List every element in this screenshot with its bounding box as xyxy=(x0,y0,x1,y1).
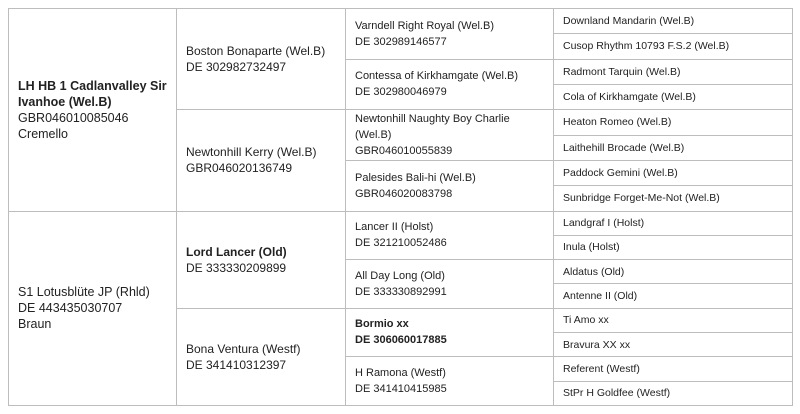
horse-name: Bormio xx xyxy=(355,318,409,331)
registration-number: DE 443435030707 xyxy=(18,301,123,316)
registration-number: DE 302989146577 xyxy=(355,35,447,48)
horse-name: Lancer II (Holst) xyxy=(355,221,434,234)
ancestor-cell: Paddock Gemini (Wel.B) xyxy=(554,160,793,185)
ancestor-cell: StPr H Goldfee (Westf) xyxy=(554,381,793,405)
registration-number: GBR046020083798 xyxy=(355,187,453,200)
registration-number: GBR046020136749 xyxy=(186,161,293,176)
ancestor-cell: Ti Amo xx xyxy=(554,308,793,332)
horse-name: H Ramona (Westf) xyxy=(355,367,446,380)
ancestor-cell: Laithehill Brocade (Wel.B) xyxy=(554,135,793,160)
maternal-granddam-cell xyxy=(177,308,346,405)
registration-number: DE 321210052486 xyxy=(355,237,447,250)
pedigree-table xyxy=(8,8,793,406)
registration-number: DE 302982732497 xyxy=(186,60,287,75)
ancestor-cell: Inula (Holst) xyxy=(554,235,793,259)
ancestor-cell: Cusop Rhythm 10793 F.S.2 (Wel.B) xyxy=(554,34,793,59)
horse-name: S1 Lotusblüte JP (Rhld) xyxy=(18,285,150,300)
registration-number: DE 306060017885 xyxy=(355,334,447,347)
ancestor-cell xyxy=(346,160,554,211)
registration-number: GBR046010055839 xyxy=(355,145,453,158)
paternal-granddam-cell xyxy=(177,110,346,211)
registration-number: DE 302980046979 xyxy=(355,86,447,99)
horse-name: All Day Long (Old) xyxy=(355,269,445,282)
ancestor-cell: Cola of Kirkhamgate (Wel.B) xyxy=(554,84,793,109)
coat-color: Cremello xyxy=(18,126,69,141)
paternal-grandsire-cell xyxy=(177,9,346,110)
ancestor-cell xyxy=(346,357,554,406)
ancestor-cell xyxy=(346,59,554,110)
ancestor-cell: Landgraf I (Holst) xyxy=(554,211,793,235)
ancestor-cell: Bravura XX xx xyxy=(554,332,793,356)
ancestor-cell: Antenne II (Old) xyxy=(554,284,793,308)
coat-color: Braun xyxy=(18,317,52,332)
horse-name: Newtonhill Naughty Boy Charlie (Wel.B) xyxy=(355,113,510,142)
ancestor-cell xyxy=(346,110,554,161)
maternal-grandsire-cell xyxy=(177,211,346,308)
registration-number: DE 341410312397 xyxy=(186,357,287,372)
horse-name: LH HB 1 Cadlanvalley Sir Ivanhoe (Wel.B) xyxy=(18,78,167,109)
horse-name: Lord Lancer (Old) xyxy=(186,244,287,259)
horse-name: Newtonhill Kerry (Wel.B) xyxy=(186,145,317,160)
registration-number: GBR046010085046 xyxy=(18,110,129,125)
horse-name: Varndell Right Royal (Wel.B) xyxy=(355,19,494,32)
ancestor-cell: Sunbridge Forget-Me-Not (Wel.B) xyxy=(554,186,793,211)
ancestor-cell xyxy=(346,260,554,309)
ancestor-cell xyxy=(346,308,554,357)
ancestor-cell: Radmont Tarquin (Wel.B) xyxy=(554,59,793,84)
registration-number: DE 333330892991 xyxy=(355,285,447,298)
registration-number: DE 333330209899 xyxy=(186,260,287,275)
horse-name: Boston Bonaparte (Wel.B) xyxy=(186,44,326,59)
horse-name: Palesides Bali-hi (Wel.B) xyxy=(355,171,476,184)
ancestor-cell: Heaton Romeo (Wel.B) xyxy=(554,110,793,135)
ancestor-cell xyxy=(346,211,554,260)
ancestor-cell xyxy=(346,9,554,60)
dam-cell xyxy=(9,211,177,406)
registration-number: DE 341410415985 xyxy=(355,383,447,396)
horse-name: Bona Ventura (Westf) xyxy=(186,341,301,356)
horse-name: Contessa of Kirkhamgate (Wel.B) xyxy=(355,70,519,83)
ancestor-cell: Aldatus (Old) xyxy=(554,260,793,284)
ancestor-cell: Referent (Westf) xyxy=(554,357,793,381)
ancestor-cell: Downland Mandarin (Wel.B) xyxy=(554,9,793,34)
sire-cell xyxy=(9,9,177,212)
